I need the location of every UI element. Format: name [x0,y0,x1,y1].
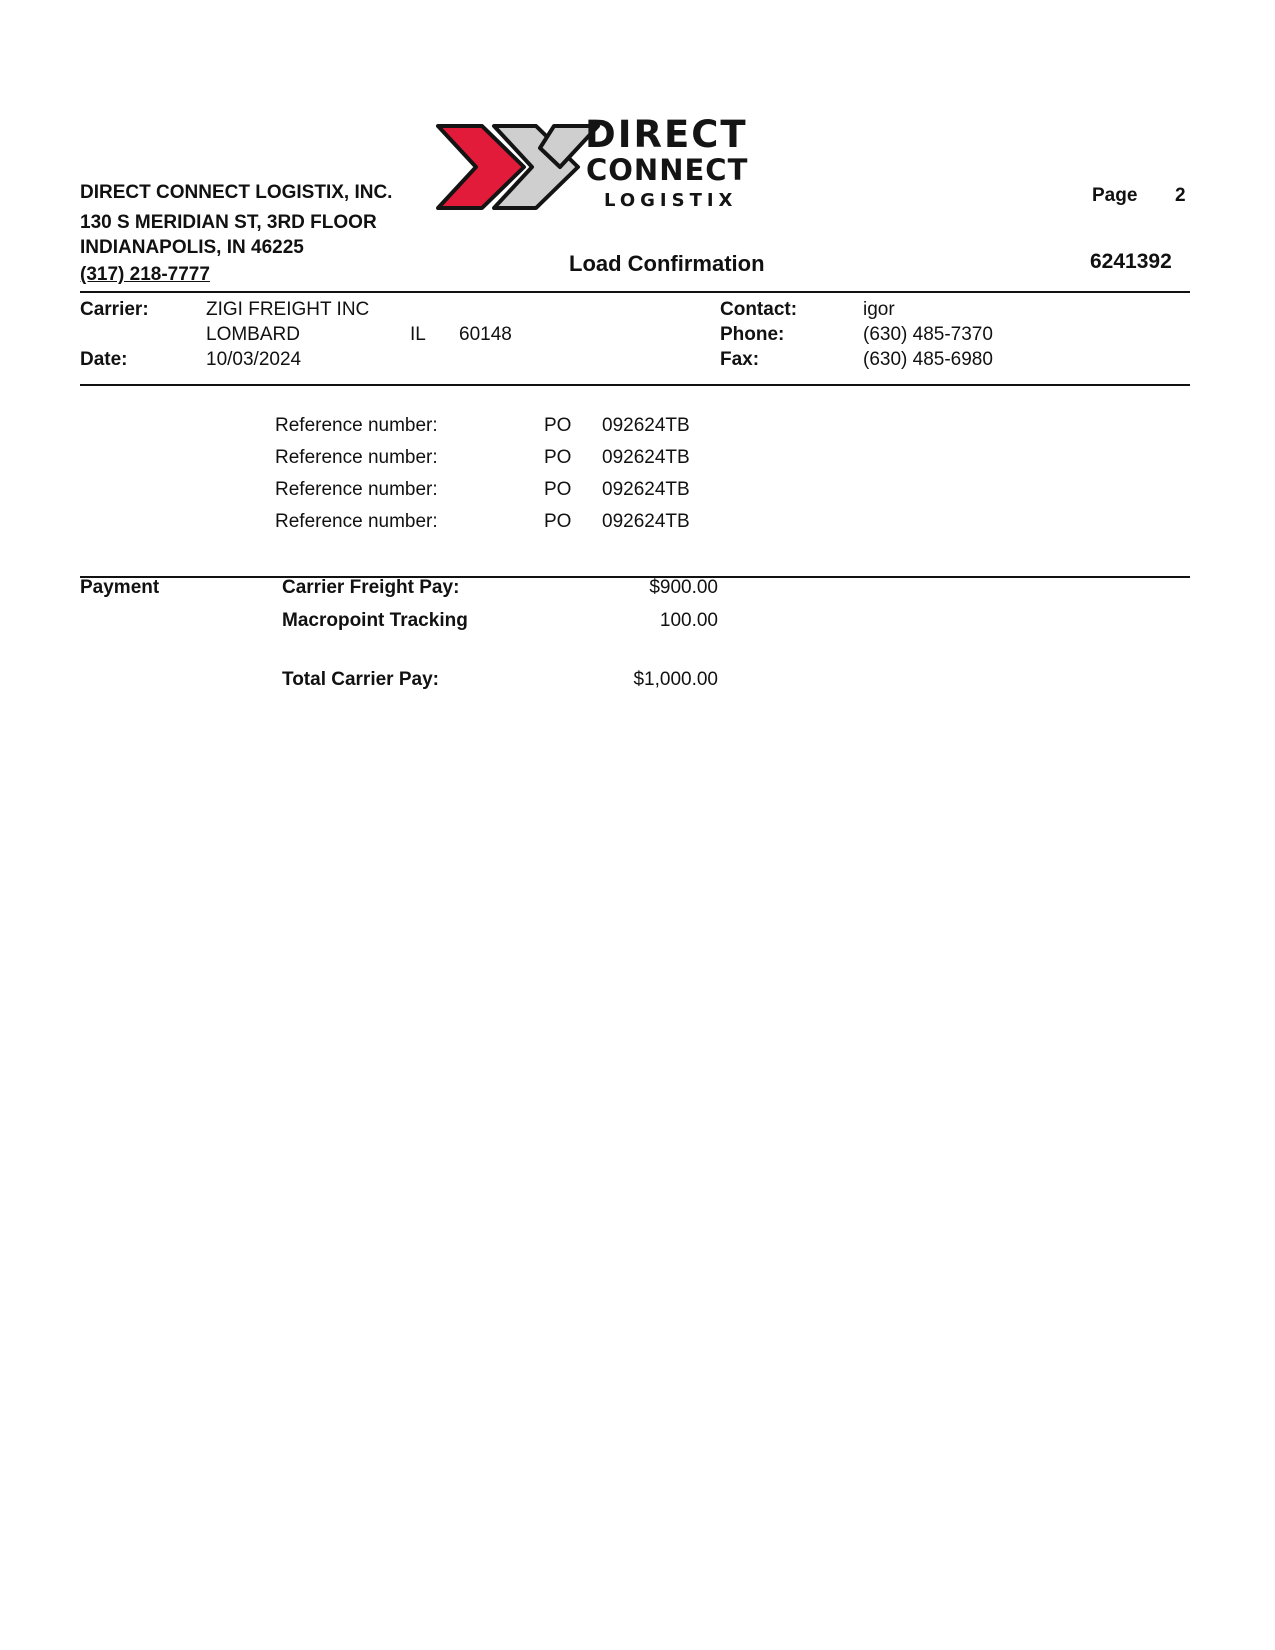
page-number: 2 [1175,185,1186,206]
carrier-label: Carrier: [80,299,149,320]
confirmation-date: 10/03/2024 [206,349,302,370]
carrier-state: IL [410,324,426,345]
total-pay-amount: $1,000.00 [633,669,718,690]
freight-pay-amount: $900.00 [649,577,718,598]
total-pay-label: Total Carrier Pay: [282,669,439,690]
reference-type: PO [544,415,572,436]
reference-type: PO [544,447,572,468]
reference-label: Reference number: [275,415,438,436]
contact-fax: (630) 485-6980 [863,349,993,370]
carrier-name: ZIGI FREIGHT INC [206,299,370,320]
reference-label: Reference number: [275,479,438,500]
tracking-amount: 100.00 [659,610,718,631]
tracking-label: Macropoint Tracking [282,610,468,631]
phone-label: Phone: [720,324,785,345]
carrier-city: LOMBARD [206,324,300,345]
reference-type: PO [544,479,572,500]
document-title: Load Confirmation [569,251,765,276]
reference-value: 092624TB [602,511,690,532]
logo-word-logistix: LOGISTIX [604,190,738,211]
carrier-divider [80,384,1190,386]
reference-value: 092624TB [602,415,690,436]
company-phone: (317) 218-7777 [80,264,210,285]
reference-value: 092624TB [602,447,690,468]
freight-pay-label: Carrier Freight Pay: [282,577,460,598]
fax-label: Fax: [720,349,760,370]
contact-phone: (630) 485-7370 [863,324,993,345]
reference-value: 092624TB [602,479,690,500]
reference-type: PO [544,511,572,532]
date-label: Date: [80,349,128,370]
reference-label: Reference number: [275,447,438,468]
contact-label: Contact: [720,299,798,320]
reference-label: Reference number: [275,511,438,532]
load-number: 6241392 [1090,250,1172,273]
page-label: Page [1092,185,1138,206]
company-name: DIRECT CONNECT LOGISTIX, INC. [80,182,393,203]
header-divider [80,291,1190,293]
logo-word-connect: CONNECT [586,153,749,187]
carrier-zip: 60148 [459,324,512,345]
logo-word-direct: DIRECT [585,113,748,156]
company-address-line1: 130 S MERIDIAN ST, 3RD FLOOR [80,212,377,233]
contact-name: igor [863,299,895,320]
company-address-line2: INDIANAPOLIS, IN 46225 [80,237,304,258]
payment-section-label: Payment [80,577,160,598]
x-logo-icon [436,122,602,212]
